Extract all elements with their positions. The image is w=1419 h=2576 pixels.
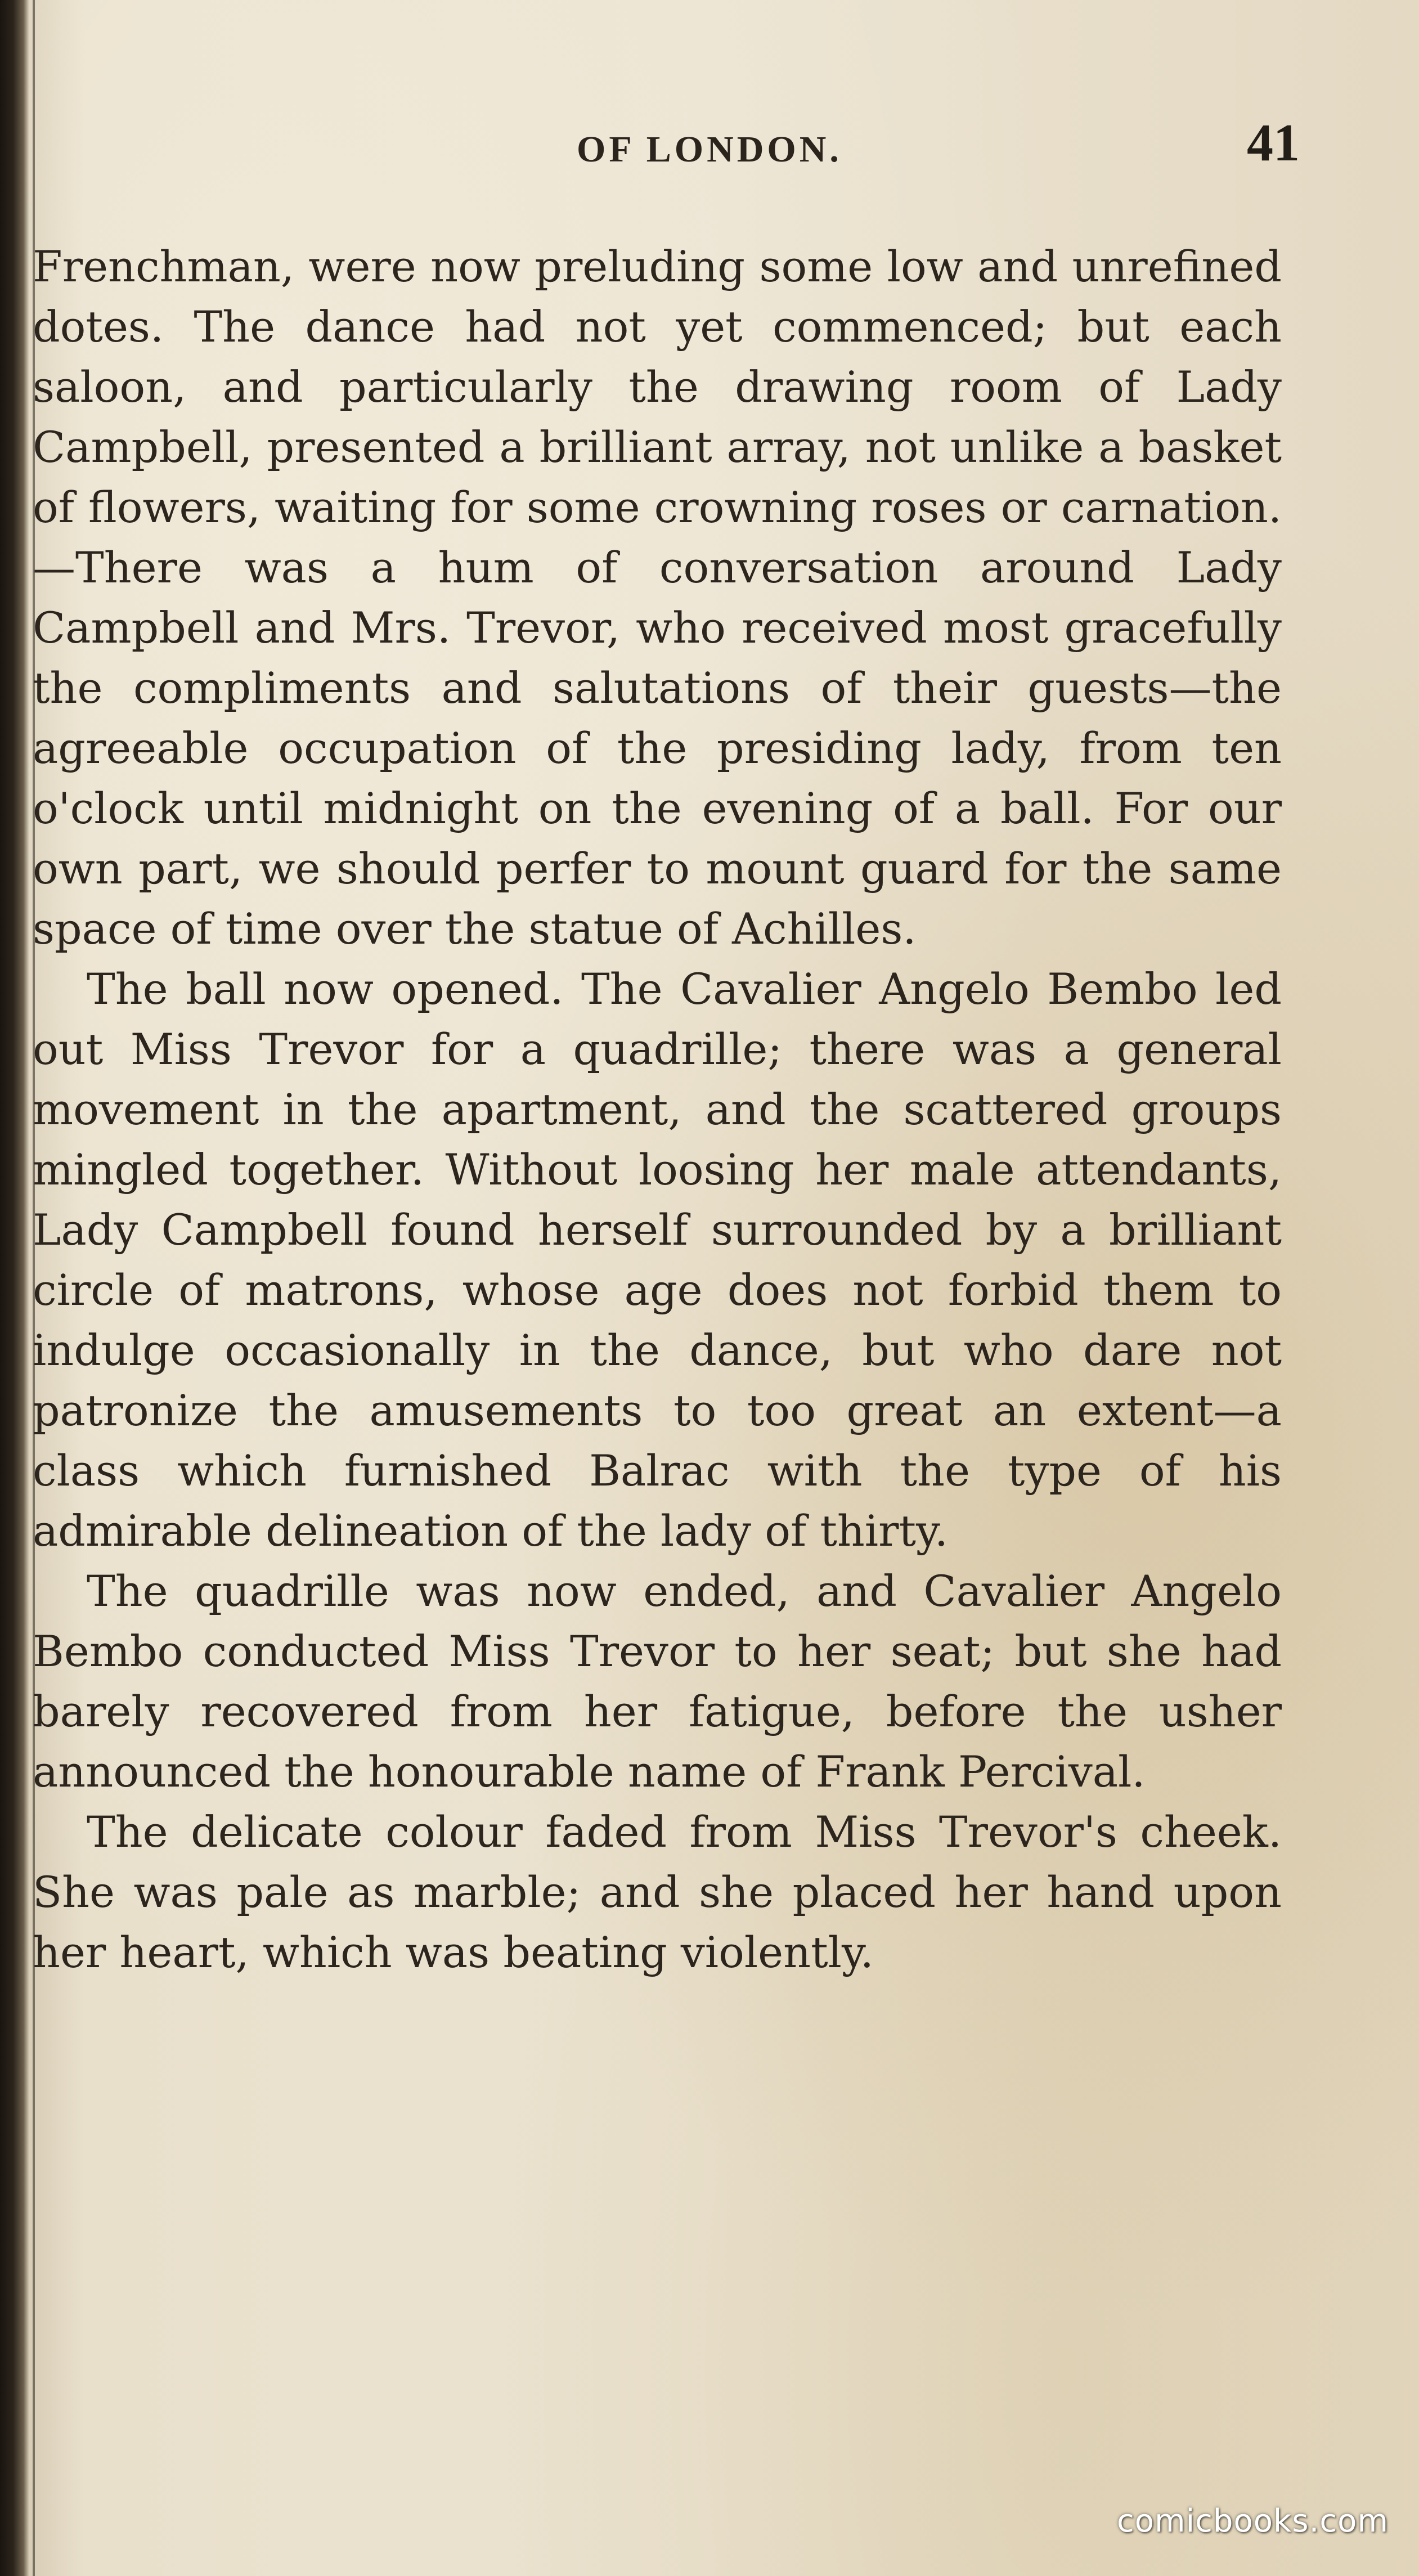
page-number: 41 <box>1247 114 1300 172</box>
paragraph-colour-faded: The delicate colour faded from Miss Trevor's cheek. She was pale as marble; and she placed her hand upon her heart, which was beating violently. <box>33 1807 1282 1977</box>
running-head: OF LONDON. <box>577 129 842 170</box>
paragraph-continued: Frenchman, were now preluding some low and unrefined dotes. The dance had not yet commenced; but each saloon, and particularly the drawing room of Lady Campbell, presented a brilliant array, not unlike a basket of flowers, waiting for some crowning roses or carnation.—There was a hum of conversation around Lady Campbell and Mrs. Trevor, who received most gracefully the compliments and salutations of their guests—the agreeable occupation of the presiding lady, from ten o'clock until midnight on the evening of a ball. For our own part, we should perfer to mount guard for the same space of time over the statue of Achilles. <box>33 241 1282 954</box>
watermark: comicbooks.com <box>1116 2503 1389 2539</box>
body-text <box>33 236 1282 1982</box>
paragraph-ball-opened: The ball now opened. The Cavalier Angelo Bembo led out Miss Trevor for a quadrille; there was a general movement in the apartment, and the scattered groups mingled together. Without loosing her male attendants, Lady Campbell found herself surrounded by a brilliant circle of matrons, whose age does not forbid them to indulge occasionally in the dance, but who dare not patronize the amusements to too great an extent—a class which furnished Balrac with the type of his admirable delineation of the lady of thirty. <box>33 964 1282 1556</box>
book-spine-shadow <box>0 0 29 2576</box>
paragraph-quadrille-ended: The quadrille was now ended, and Cavalier Angelo Bembo conducted Miss Trevor to her seat; but she had barely recovered from her fatigue, before the usher announced the honourable name of Frank Percival. <box>33 1566 1282 1797</box>
